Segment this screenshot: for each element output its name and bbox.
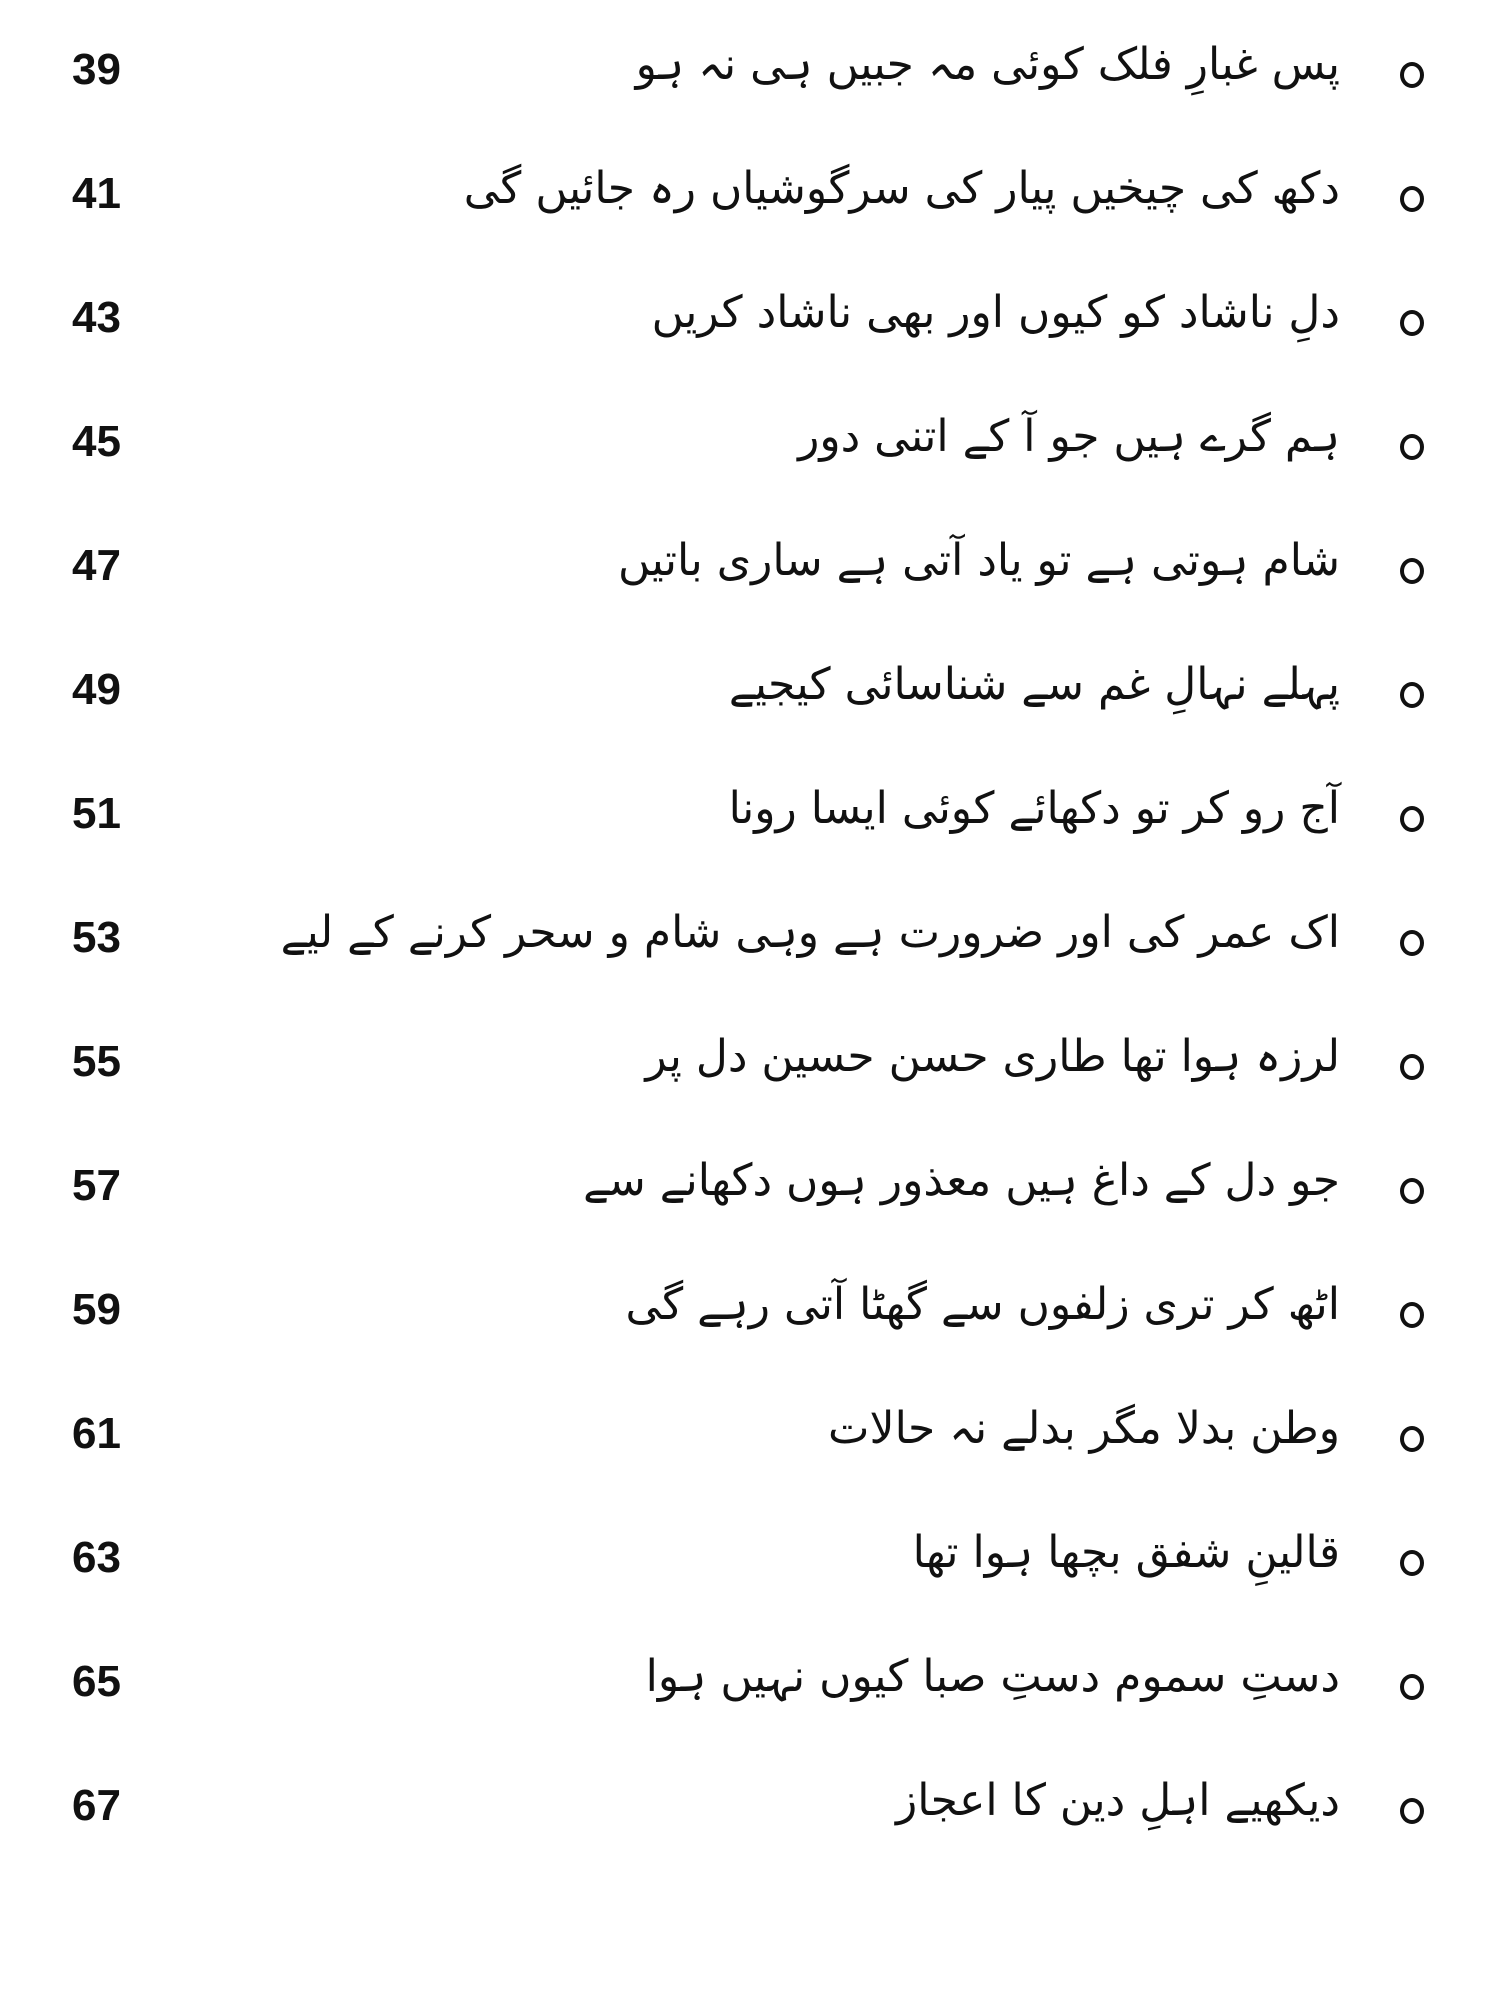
page-number: 59 bbox=[72, 1285, 121, 1334]
page-number: 47 bbox=[72, 541, 121, 590]
toc-row bbox=[0, 394, 1500, 518]
circle-bullet-icon bbox=[1400, 930, 1424, 956]
entry-title: اٹھ کر تری زلفوں سے گھٹا آتی رہے گی bbox=[625, 1279, 1340, 1330]
entry-title: دکھ کی چیخیں پیار کی سرگوشیاں رہ جائیں گی bbox=[463, 163, 1340, 214]
circle-bullet-icon bbox=[1400, 186, 1424, 212]
circle-bullet-icon bbox=[1400, 1550, 1424, 1576]
entry-title: آج رو کر تو دکھائے کوئی ایسا رونا bbox=[728, 783, 1340, 834]
toc-row bbox=[0, 146, 1500, 270]
toc-row bbox=[0, 1262, 1500, 1386]
toc-row bbox=[0, 270, 1500, 394]
toc-row bbox=[0, 1510, 1500, 1634]
entry-title: پس غبارِ فلک کوئی مہ جبیں ہی نہ ہو bbox=[635, 39, 1340, 90]
page-number: 61 bbox=[72, 1409, 121, 1458]
toc-row bbox=[0, 1758, 1500, 1882]
toc-row bbox=[0, 518, 1500, 642]
entry-title: دیکھیے اہلِ دین کا اعجاز bbox=[896, 1775, 1340, 1826]
circle-bullet-icon bbox=[1400, 558, 1424, 584]
page-number: 63 bbox=[72, 1533, 121, 1582]
toc-row bbox=[0, 22, 1500, 146]
entry-title: اک عمر کی اور ضرورت ہے وہی شام و سحر کرنے کے لیے bbox=[280, 907, 1340, 958]
circle-bullet-icon bbox=[1400, 310, 1424, 336]
toc-row bbox=[0, 1014, 1500, 1138]
page-number: 45 bbox=[72, 417, 121, 466]
circle-bullet-icon bbox=[1400, 1674, 1424, 1700]
page-number: 65 bbox=[72, 1657, 121, 1706]
toc-row bbox=[0, 1634, 1500, 1758]
entry-title: دلِ ناشاد کو کیوں اور بھی ناشاد کریں bbox=[651, 287, 1340, 338]
entry-title: قالینِ شفق بچھا ہوا تھا bbox=[912, 1527, 1340, 1578]
page-number: 51 bbox=[72, 789, 121, 838]
page-number: 39 bbox=[72, 45, 121, 94]
toc-row bbox=[0, 1138, 1500, 1262]
circle-bullet-icon bbox=[1400, 62, 1424, 88]
circle-bullet-icon bbox=[1400, 434, 1424, 460]
entry-title: جو دل کے داغ ہیں معذور ہوں دکھانے سے bbox=[583, 1155, 1340, 1206]
toc-row bbox=[0, 642, 1500, 766]
circle-bullet-icon bbox=[1400, 1426, 1424, 1452]
entry-title: وطن بدلا مگر بدلے نہ حالات bbox=[828, 1403, 1340, 1454]
toc-row bbox=[0, 890, 1500, 1014]
page-number: 67 bbox=[72, 1781, 121, 1830]
page-number: 43 bbox=[72, 293, 121, 342]
page-number: 53 bbox=[72, 913, 121, 962]
entry-title: ہم گرے ہیں جو آ کے اتنی دور bbox=[798, 411, 1340, 462]
toc-row bbox=[0, 766, 1500, 890]
circle-bullet-icon bbox=[1400, 1054, 1424, 1080]
page-number: 41 bbox=[72, 169, 121, 218]
page-number: 49 bbox=[72, 665, 121, 714]
entry-title: لرزہ ہوا تھا طاری حسن حسین دل پر bbox=[645, 1031, 1340, 1082]
circle-bullet-icon bbox=[1400, 1178, 1424, 1204]
entry-title: پہلے نہالِ غم سے شناسائی کیجیے bbox=[728, 659, 1340, 710]
circle-bullet-icon bbox=[1400, 1798, 1424, 1824]
table-of-contents bbox=[0, 22, 1500, 1882]
circle-bullet-icon bbox=[1400, 1302, 1424, 1328]
entry-title: دستِ سموم دستِ صبا کیوں نہیں ہوا bbox=[645, 1651, 1340, 1702]
circle-bullet-icon bbox=[1400, 806, 1424, 832]
page-number: 55 bbox=[72, 1037, 121, 1086]
circle-bullet-icon bbox=[1400, 682, 1424, 708]
entry-title: شام ہوتی ہے تو یاد آتی ہے ساری باتیں bbox=[618, 535, 1340, 586]
page-number: 57 bbox=[72, 1161, 121, 1210]
toc-row bbox=[0, 1386, 1500, 1510]
